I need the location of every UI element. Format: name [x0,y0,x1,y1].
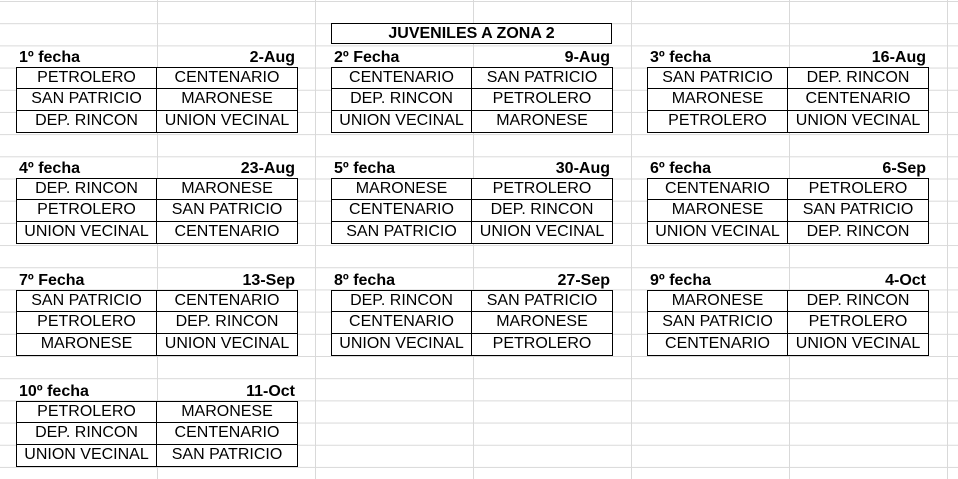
home-team-cell[interactable]: MARONESE [647,290,788,312]
away-team-cell[interactable]: PETROLERO [788,312,929,334]
match-row [331,290,613,312]
round-label[interactable]: 9º fecha [650,272,711,289]
away-team-cell[interactable]: UNION VECINAL [157,334,298,356]
match-row [16,334,298,356]
round-header [16,156,298,178]
round-label[interactable]: 5º fecha [334,160,395,177]
away-team-cell[interactable]: DEP. RINCON [788,290,929,312]
round-label[interactable]: 3º fecha [650,49,711,66]
round-block [331,268,613,356]
away-team-cell[interactable]: UNION VECINAL [472,222,613,244]
match-row [331,178,613,200]
match-row [16,111,298,133]
match-row [16,222,298,244]
round-label[interactable]: 2º Fecha [334,49,400,66]
home-team-cell[interactable]: CENTENARIO [331,67,472,89]
match-row [16,312,298,334]
match-row [647,222,929,244]
away-team-cell[interactable]: SAN PATRICIO [788,200,929,222]
match-row [647,334,929,356]
away-team-cell[interactable]: PETROLERO [472,178,613,200]
match-row [16,200,298,222]
home-team-cell[interactable]: MARONESE [16,334,157,356]
home-team-cell[interactable]: CENTENARIO [647,334,788,356]
home-team-cell[interactable]: UNION VECINAL [16,445,157,467]
round-block [16,379,298,467]
round-header [331,156,613,178]
home-team-cell[interactable]: PETROLERO [16,67,157,89]
home-team-cell[interactable]: CENTENARIO [647,178,788,200]
match-row [16,401,298,423]
home-team-cell[interactable]: DEP. RINCON [16,111,157,133]
round-date[interactable]: 13-Sep [242,272,295,289]
round-block [647,45,929,133]
away-team-cell[interactable]: SAN PATRICIO [157,200,298,222]
round-header [16,268,298,290]
round-date[interactable]: 27-Sep [557,272,610,289]
match-row [331,89,613,111]
round-date[interactable]: 9-Aug [564,49,610,66]
home-team-cell[interactable]: UNION VECINAL [16,222,157,244]
round-label[interactable]: 6º fecha [650,160,711,177]
home-team-cell[interactable]: MARONESE [331,178,472,200]
round-block [16,45,298,133]
round-date[interactable]: 2-Aug [249,49,295,66]
away-team-cell[interactable]: UNION VECINAL [788,111,929,133]
home-team-cell[interactable]: PETROLERO [16,401,157,423]
away-team-cell[interactable]: CENTENARIO [157,423,298,445]
round-header [647,45,929,67]
round-label[interactable]: 7º Fecha [19,272,85,289]
round-block [331,156,613,244]
home-team-cell[interactable]: SAN PATRICIO [331,222,472,244]
away-team-cell[interactable]: CENTENARIO [788,89,929,111]
home-team-cell[interactable]: MARONESE [647,200,788,222]
home-team-cell[interactable]: SAN PATRICIO [16,290,157,312]
match-row [647,290,929,312]
away-team-cell[interactable]: DEP. RINCON [472,200,613,222]
match-row [647,312,929,334]
away-team-cell[interactable]: MARONESE [472,111,613,133]
home-team-cell[interactable]: DEP. RINCON [331,89,472,111]
home-team-cell[interactable]: DEP. RINCON [331,290,472,312]
away-team-cell[interactable]: PETROLERO [472,334,613,356]
away-team-cell[interactable]: MARONESE [472,312,613,334]
home-team-cell[interactable]: UNION VECINAL [331,111,472,133]
home-team-cell[interactable]: DEP. RINCON [16,178,157,200]
away-team-cell[interactable]: SAN PATRICIO [472,67,613,89]
home-team-cell[interactable]: UNION VECINAL [331,334,472,356]
round-block [647,268,929,356]
round-block [16,156,298,244]
home-team-cell[interactable]: UNION VECINAL [647,222,788,244]
round-block [16,268,298,356]
away-team-cell[interactable]: CENTENARIO [157,67,298,89]
round-block [647,156,929,244]
match-row [331,334,613,356]
away-team-cell[interactable]: CENTENARIO [157,222,298,244]
away-team-cell[interactable]: SAN PATRICIO [472,290,613,312]
match-row [647,178,929,200]
match-row [16,423,298,445]
match-row [16,445,298,467]
match-row [647,111,929,133]
match-row [331,67,613,89]
match-row [331,222,613,244]
home-team-cell[interactable]: SAN PATRICIO [647,67,788,89]
round-date[interactable]: 6-Sep [882,160,926,177]
match-row [16,290,298,312]
match-row [331,200,613,222]
away-team-cell[interactable]: PETROLERO [472,89,613,111]
away-team-cell[interactable]: SAN PATRICIO [157,445,298,467]
round-label[interactable]: 4º fecha [19,160,80,177]
away-team-cell[interactable]: DEP. RINCON [788,67,929,89]
away-team-cell[interactable]: MARONESE [157,178,298,200]
round-date[interactable]: 4-Oct [885,272,926,289]
home-team-cell[interactable]: CENTENARIO [331,200,472,222]
round-block [331,45,613,133]
home-team-cell[interactable]: SAN PATRICIO [647,312,788,334]
round-label[interactable]: 10º fecha [19,383,89,400]
round-date[interactable]: 16-Aug [871,49,926,66]
away-team-cell[interactable]: MARONESE [157,89,298,111]
match-row [331,312,613,334]
home-team-cell[interactable]: CENTENARIO [331,312,472,334]
away-team-cell[interactable]: PETROLERO [788,178,929,200]
round-header [647,156,929,178]
round-header [16,45,298,67]
home-team-cell[interactable]: PETROLERO [16,200,157,222]
away-team-cell[interactable]: CENTENARIO [157,290,298,312]
match-row [16,89,298,111]
round-header [647,268,929,290]
match-row [647,89,929,111]
match-row [16,67,298,89]
away-team-cell[interactable]: UNION VECINAL [157,111,298,133]
round-date[interactable]: 30-Aug [555,160,610,177]
sheet-title[interactable]: JUVENILES A ZONA 2 [331,23,612,44]
match-row [647,67,929,89]
away-team-cell[interactable]: MARONESE [157,401,298,423]
away-team-cell[interactable]: DEP. RINCON [788,222,929,244]
round-header [16,379,298,401]
round-label[interactable]: 8º fecha [334,272,395,289]
home-team-cell[interactable]: PETROLERO [647,111,788,133]
round-label[interactable]: 1º fecha [19,49,80,66]
home-team-cell[interactable]: MARONESE [647,89,788,111]
match-row [331,111,613,133]
match-row [16,178,298,200]
round-header [331,268,613,290]
away-team-cell[interactable]: DEP. RINCON [157,312,298,334]
round-date[interactable]: 11-Oct [246,383,295,400]
home-team-cell[interactable]: DEP. RINCON [16,423,157,445]
match-row [647,200,929,222]
home-team-cell[interactable]: PETROLERO [16,312,157,334]
away-team-cell[interactable]: UNION VECINAL [788,334,929,356]
round-header [331,45,613,67]
home-team-cell[interactable]: SAN PATRICIO [16,89,157,111]
round-date[interactable]: 23-Aug [240,160,295,177]
